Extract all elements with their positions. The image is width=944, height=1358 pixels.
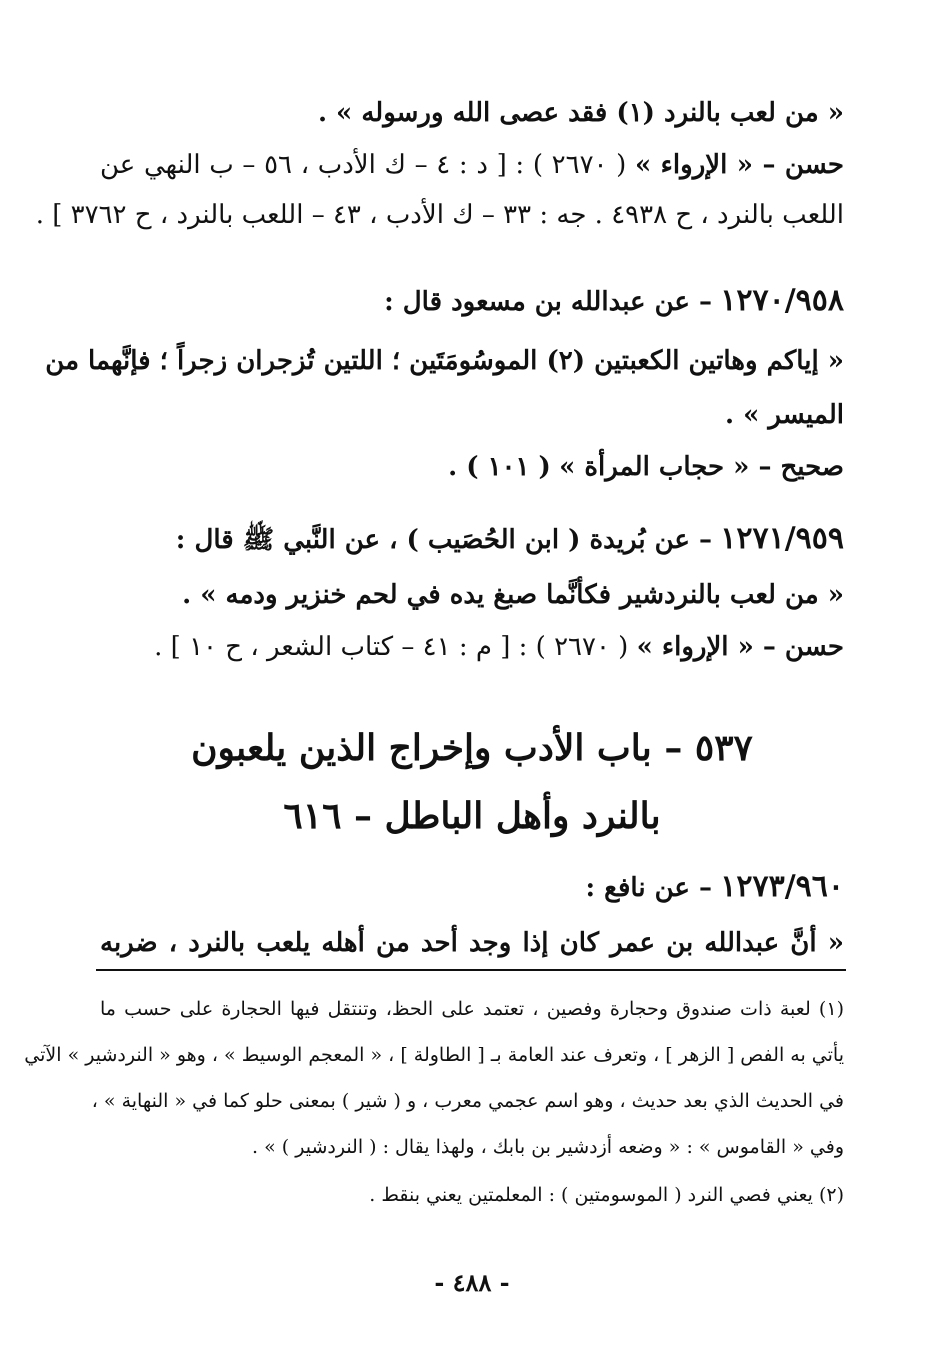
hadith-958-grading: صحيح – « حجاب المرأة » ( ١٠١ ) . — [448, 452, 844, 482]
hadith-957-sources: اللعب بالنرد ، ح ٤٩٣٨ . جه : ٣٣ – ك الأدب ، ٤٣ – اللعب بالنرد ، ح ٣٧٦٢ ] . — [35, 200, 844, 230]
footnote-1-line-2: يأتي به الفص [ الزهر ] ، وتعرف عند العامة بـ [ الطاولة ] ، « المعجم الوسيط » ، وهو « النردشير » الآتي — [24, 1044, 844, 1066]
hadith-960-text: « أنَّ عبدالله بن عمر كان إذا وجد أحد من أهله يلعب بالنرد ، ضربه — [100, 928, 844, 958]
footnote-1-line-3: في الحديث الذي بعد حديث ، وهو اسم عجمي معرب ، و ( شير ) بمعنى حلو كما في « النهاية » ، — [91, 1090, 844, 1112]
hadith-959-header: ١٢٧١/٩٥٩ – عن بُريدة ( ابن الحُصَيب ) ، عن النَّبي ﷺ قال : — [175, 521, 844, 556]
chapter-heading-line-2: بالنرد وأهل الباطل – ٦١٦ — [283, 795, 661, 837]
chapter-heading-line-1: ٥٣٧ – باب الأدب وإخراج الذين يلعبون — [191, 727, 753, 769]
hadith-957-grading — [100, 148, 844, 182]
hadith-958-text: « إياكم وهاتين الكعبتين (٢) الموسُومَتَين ؛ اللتين تُزجران زجراً ؛ فإنَّهما من — [45, 346, 844, 376]
grading-label: صحيح – « حجاب المرأة » — [559, 452, 844, 482]
page-number: - ٤٨٨ - — [434, 1268, 510, 1297]
hadith-number: ١٢٧١/٩٥٩ — [720, 521, 844, 556]
footnote-2: (٢) يعني فصي النرد ( الموسومتين ) : المعلمتين يعني بنقط . — [369, 1184, 844, 1206]
hadith-959-text: « من لعب بالنردشير فكأنَّما صبغ يده في لحم خنزير ودمه » . — [182, 580, 844, 610]
hadith-957-text: « من لعب بالنرد (١) فقد عصى الله ورسوله » . — [317, 98, 844, 128]
grading-label: حسن – « الإرواء » — [636, 632, 844, 662]
hadith-number: ١٢٧٣/٩٦٠ — [720, 869, 844, 904]
hadith-958-header: ١٢٧٠/٩٥٨ – عن عبدالله بن مسعود قال : — [384, 283, 844, 318]
footnote-divider — [96, 969, 846, 971]
hadith-959-grading — [100, 630, 844, 664]
grading-label: حسن – « الإرواء » — [634, 150, 844, 180]
grading-reference: ( ٢٦٧٠ ) : [ م : ٤١ – كتاب الشعر ، ح ١٠ ] . — [154, 632, 629, 662]
footnote-1-line-1: (١) لعبة ذات صندوق وحجارة وفصين ، تعتمد على الحظ، وتنتقل فيها الحجارة على حسب ما — [100, 998, 844, 1020]
footnote-1-line-4: وفي « القاموس » : « وضعه أزدشير بن بابك ، ولهذا يقال : ( النردشير ) » . — [252, 1136, 844, 1158]
grading-reference: ( ٢٦٧٠ ) : [ د : ٤ – ك الأدب ، ٥٦ – ب النهي عن — [100, 150, 627, 180]
hadith-958-text-cont: الميسر » . — [725, 400, 844, 430]
hadith-number: ١٢٧٠/٩٥٨ — [720, 283, 844, 318]
hadith-960-header: ١٢٧٣/٩٦٠ – عن نافع : — [585, 869, 844, 904]
